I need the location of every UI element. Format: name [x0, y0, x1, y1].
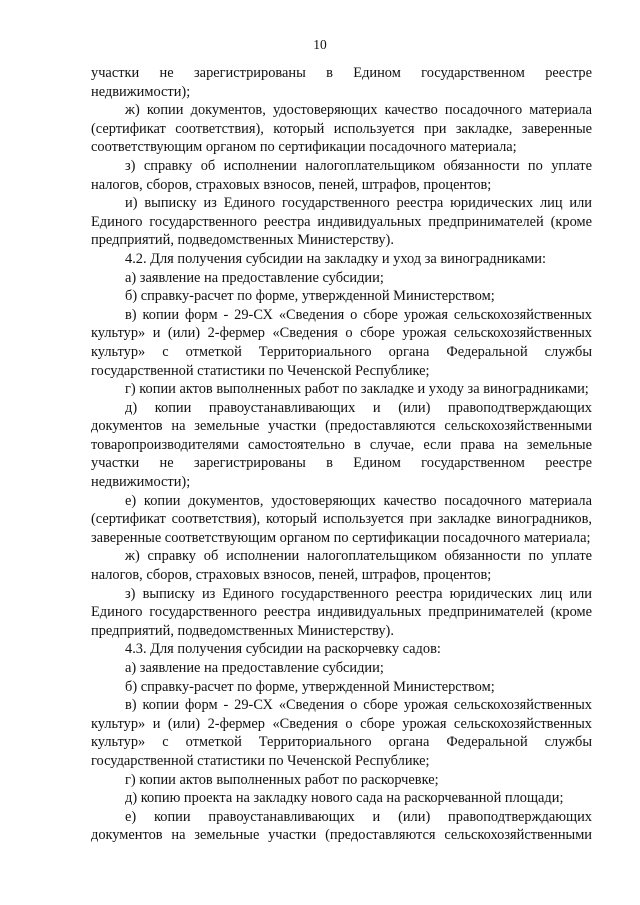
paragraph-item-b: б) справку-расчет по форме, утвержденной Министерством; — [125, 678, 495, 695]
paragraph-item-b: б) справку-расчет по форме, утвержденной Министерством; — [125, 288, 495, 305]
section-heading-4-3: 4.3. Для получения субсидии на раскорчевку садов: — [125, 641, 441, 658]
paragraph-item-a: а) заявление на предоставление субсидии; — [125, 269, 384, 286]
paragraph-item-z: з) справку об исполнении налогоплательщиком обязанности по уплате налогов, сборов, страховых взносов, пеней, штрафов, процентов; — [91, 157, 592, 193]
paragraph-item-g: г) копии актов выполненных работ по раскорчевке; — [125, 771, 439, 788]
paragraph-continuation: участки не зарегистрированы в Едином государственном реестре недвижимости); — [91, 65, 592, 100]
paragraph-item-d: д) копии правоустанавливающих и (или) правоподтверждающих документов на земельные участки (предоставляются сельскохозяйственными товаропроизводителями самостоятельно в случае, если права на земельные участки не зарегистрированы в Едином государственном реестре недвижимости); — [91, 399, 592, 491]
paragraph-item-zh: ж) справку об исполнении налогоплательщиком обязанности по уплате налогов, сборов, страховых взносов, пеней, штрафов, процентов; — [91, 548, 592, 584]
paragraph-item-g: г) копии актов выполненных работ по закладке и уходу за виноградниками; — [125, 381, 589, 398]
paragraph-item-d: д) копию проекта на закладку нового сада на раскорчеванной площади; — [125, 790, 564, 807]
paragraph-item-v: в) копии форм - 29-СХ «Сведения о сборе урожая сельскохозяйственных культур» и (или) 2-фермер «Сведения о сборе урожая сельскохозяйственных культур» с отметкой Территориального органа Федеральной службы государственной статистики по Чеченской Республике; — [91, 306, 592, 379]
paragraph-item-a: а) заявление на предоставление субсидии; — [125, 660, 384, 676]
paragraph-item-v: в) копии форм - 29-СХ «Сведения о сборе урожая сельскохозяйственных культур» и (или) 2-фермер «Сведения о сборе урожая сельскохозяйственных культур» с отметкой Территориального органа Федеральной службы государственной статистики по Чеченской Республике; — [91, 697, 592, 769]
paragraph-item-e: е) копии документов, удостоверяющих качество посадочного материала (сертификат соответствия), который используется при закладке виноградников, заверенные соответствующим органом по сертификации посадочного материала; — [91, 492, 592, 546]
paragraph-item-i: и) выписку из Единого государственного реестра юридических лиц или Единого государственного реестра индивидуальных предпринимателей (кроме предприятий, подведомственных Министерству). — [91, 195, 592, 249]
document-body — [91, 64, 592, 845]
paragraph-item-z: з) выписку из Единого государственного реестра юридических лиц или Единого государственного реестра индивидуальных предпринимателей (кроме предприятий, подведомственных Министерству). — [91, 585, 592, 639]
section-heading-4-2: 4.2. Для получения субсидии на закладку и уход за виноградниками: — [125, 250, 546, 267]
page-number: 10 — [313, 37, 327, 52]
paragraph-item-e: е) копии правоустанавливающих и (или) правоподтверждающих документов на земельные участки (предоставляются сельскохозяйственными — [91, 808, 592, 844]
paragraph-item-zh: ж) копии документов, удостоверяющих качество посадочного материала (сертификат соответствия), который используется при закладке, заверенные соответствующим органом по сертификации посадочного материала; — [91, 102, 592, 156]
